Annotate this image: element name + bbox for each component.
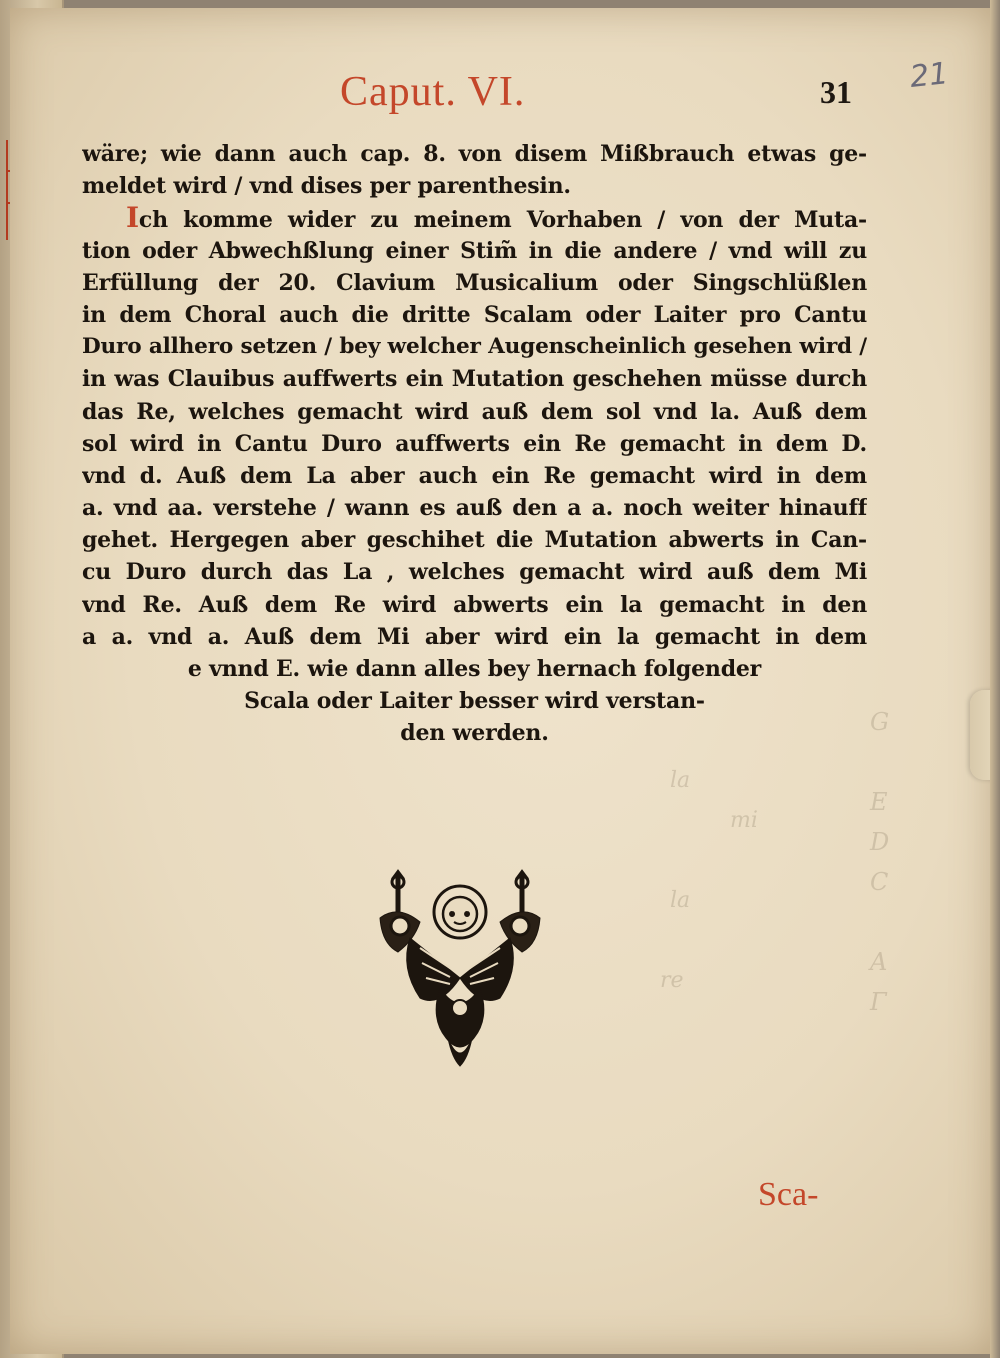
red-initial: I: [126, 202, 139, 235]
right-edge-shadow: [990, 0, 1000, 1358]
running-header: [340, 68, 852, 118]
text-line: das Re, welches gemacht wird auß dem sol vnd la. Auß dem: [82, 398, 867, 425]
text-line: Erfüllung der 20. Clavium Musicalium oder Singschlüßlen: [82, 269, 867, 296]
text-line: cu Duro durch das La , welches gemacht wird auß dem Mi: [82, 559, 867, 586]
text-line: Scala oder Laiter besser wird verstan-: [244, 688, 705, 715]
text-line: Duro allhero setzen / bey welcher Augenscheinlich gesehen wird /: [82, 334, 867, 360]
angel-head-ornament-icon: [370, 868, 550, 1068]
pencil-folio-number: 21: [908, 56, 950, 95]
text-line: meldet wird / vnd dises per parenthesin.: [82, 173, 571, 200]
text-line: vnd d. Auß dem La aber auch ein Re gemacht wird in dem: [82, 462, 867, 489]
catchword: Sca-: [758, 1176, 819, 1213]
text-line: den werden.: [400, 720, 549, 747]
text-line: in was Clauibus auffwerts ein Mutation geschehen müsse durch: [82, 366, 867, 393]
chapter-heading: Caput. VI.: [340, 69, 526, 115]
text-line: a. vnd aa. verstehe / wann es auß den a a. noch weiter hinauff: [82, 495, 867, 522]
text-line: sol wird in Cantu Duro auffwerts ein Re gemacht in dem D.: [82, 430, 867, 457]
main-text-block: [82, 138, 867, 750]
text-line: tion oder Abwechßlung einer Stim̃ in die andere / vnd will zu: [82, 237, 867, 264]
text-line: Ich komme wider zu meinem Vorhaben / von der Muta-: [126, 202, 867, 235]
book-page: la mi la re G E D C A Γ Caput. VI. 31 21 wäre; wie dann auch cap. 8. von disem Mißbrauch etwas ge- meldet wird / vnd dises per parenthesin. Ich komme wider zu meinem Vorhaben / von der Muta- tion oder Abwechßlung einer Stim̃ in die andere / vnd will zu Erfüllung der 20. Clavium Musicalium oder Singschlüßlen in dem Choral auch die dritte Scalam oder Laiter pro Cantu Duro allhero setzen / bey welcher Augenscheinlich gesehen wird / in was Clauibus auffwerts ein Mutation geschehen müsse durch das Re, welches gemacht wird auß dem sol vnd la. Auß dem sol wird in Cantu Duro auffwerts ein Re gemacht in dem D. vnd d. Auß dem La aber auch ein Re gemacht wird in dem a. vnd aa. verstehe / wann es auß den a a. noch weiter hinauff gehet. Hergegen aber geschihet die Mutation abwerts in Can- cu Duro durch das La , welches gemacht wird auß dem Mi vnd Re. Auß dem Re wird abwerts ein la gemacht in den a a. vnd a. Auß dem Mi aber wird ein la gemacht in dem e vnnd E. wie dann alles bey hernach folgender Scala oder Laiter besser wird verstan- den werden. Sca-: [10, 8, 992, 1354]
text-line: wäre; wie dann auch cap. 8. von disem Mißbrauch etwas ge-: [82, 141, 867, 167]
text-line: vnd Re. Auß dem Re wird abwerts ein la gemacht in den: [82, 591, 867, 618]
text-line: in dem Choral auch die dritte Scalam oder Laiter pro Cantu: [82, 301, 867, 328]
text-line: e vnnd E. wie dann alles bey hernach folgender: [187, 656, 762, 682]
text-line: gehet. Hergegen aber geschihet die Mutation abwerts in Can-: [82, 527, 867, 554]
text-line: a a. vnd a. Auß dem Mi aber wird ein la gemacht in dem: [82, 623, 867, 650]
page-number: 31: [820, 74, 852, 110]
